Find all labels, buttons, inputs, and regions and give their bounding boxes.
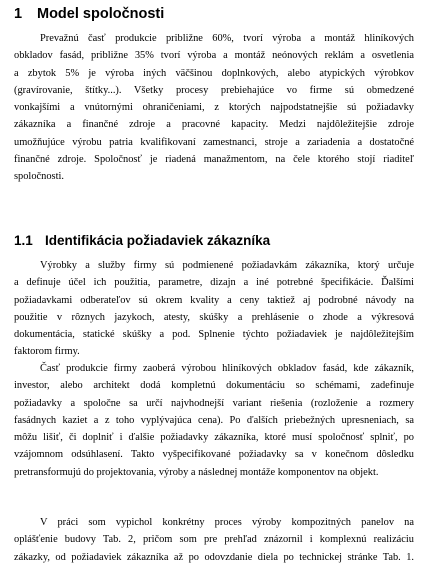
text-line: požiadavky a spoločne sa určí najvhodnejší variant riešenia (rozloženie a rozmery [14,397,414,409]
text-line: dokumentácia, statické skúšky a pod. Splnenie týchto požiadaviek je najdôležitejším [14,329,414,341]
text-line: požiadavkami odberateľov sú okrem kvality a ceny taktiež aj podrobné návody na [14,294,414,306]
text-line: spoločnosti. [14,171,64,183]
subsection-number: 1.1 [14,233,33,248]
text-line: faktorom firmy. [14,346,80,358]
text-line: investor, alebo architekt dodá kompletnú dokumentáciu so schémami, zadefinuje [14,380,414,392]
text-line: finančné zdroje. Spoločnosť je riadená manažmentom, na čele ktorého stojí riaditeľ [14,154,414,166]
text-line: vzájomnom odsúhlasení. Takto vyšpecifikované požiadavky sa v konečnom dôsledku [14,449,414,461]
text-line: umožňujúce výrobu patria kvalifikovaní zamestnanci, stroje a zariadenia a dostatočné [14,136,414,148]
text-line: obkladov fasád, približne 35% tvorí výroba a montáž neónových reklám a osvetlenia [14,50,414,62]
text-line: použitie v rôznych jazykoch, atesty, skúšky a prehlásenie o zhode a výkresová [14,311,414,323]
text-line: V práci som vypichol konkrétny proces výroby kompozitných panelov na [40,517,414,528]
subsection-title: Identifikácia požiadaviek zákazníka [45,233,271,248]
subsection-heading [14,232,270,250]
text-line: oplášťenie budovy Tab. 2, pričom som pre prehľad znázornil i komplexnú realizáciu [14,534,414,546]
section-number: 1 [14,6,23,22]
text-line: môžu lišiť, či doplniť i ďalšie požiadavky zákazníka, ktoré musí spoločnosť splniť, po [14,432,414,444]
text-line: zákazníka a finančné zdroje a pracovné kapacity. Medzi najdôležitejšie zdroje [14,119,414,131]
section-heading [14,4,164,24]
text-line: pretransformujú do projektovania, výroby a následnej montáže komponentov na objekt. [14,466,379,478]
text-line: a definuje účel ich použitia, parametre, dizajn a iné potrebné špecifikácie. Ďalšími [14,277,414,289]
paragraph-requirements [14,257,414,361]
text-line: (gravírovanie, štítky...). Všetky procesy prebiehajúce vo firme sú obmedzené [14,84,414,96]
text-line: fasádnych kaziet a z toho vyplývajúca cena). Po ďalších priebežných upresneniach, sa [14,414,414,426]
paragraph-process [14,514,414,566]
section-title: Model spoločnosti [37,6,165,22]
text-line: vonkajšími a vnútornými ohraničeniami, z ktorých najpodstatnejšie sú požiadavky [14,102,414,114]
paragraph-facade-production [14,360,414,481]
text-line: a zbytok 5% je výroba iných väčšinou doplnkových, alebo atypických výrobkov [14,67,414,79]
text-line: Prevažnú časť produkcie približne 60%, tvorí výroba a montáž hliníkových [40,33,414,44]
paragraph-model [14,30,414,186]
text-line: Výrobky a služby firmy sú podmienené požiadavkám zákazníka, ktorý určuje [40,260,414,271]
text-line: Časť produkcie firmy zaoberá výrobou hliníkových obkladov fasád, kde zákazník, [40,363,414,374]
text-line: zákazky, od požiadaviek zákazníka až po odovzdanie diela po technickej stránke Tab. 1. [14,551,414,563]
